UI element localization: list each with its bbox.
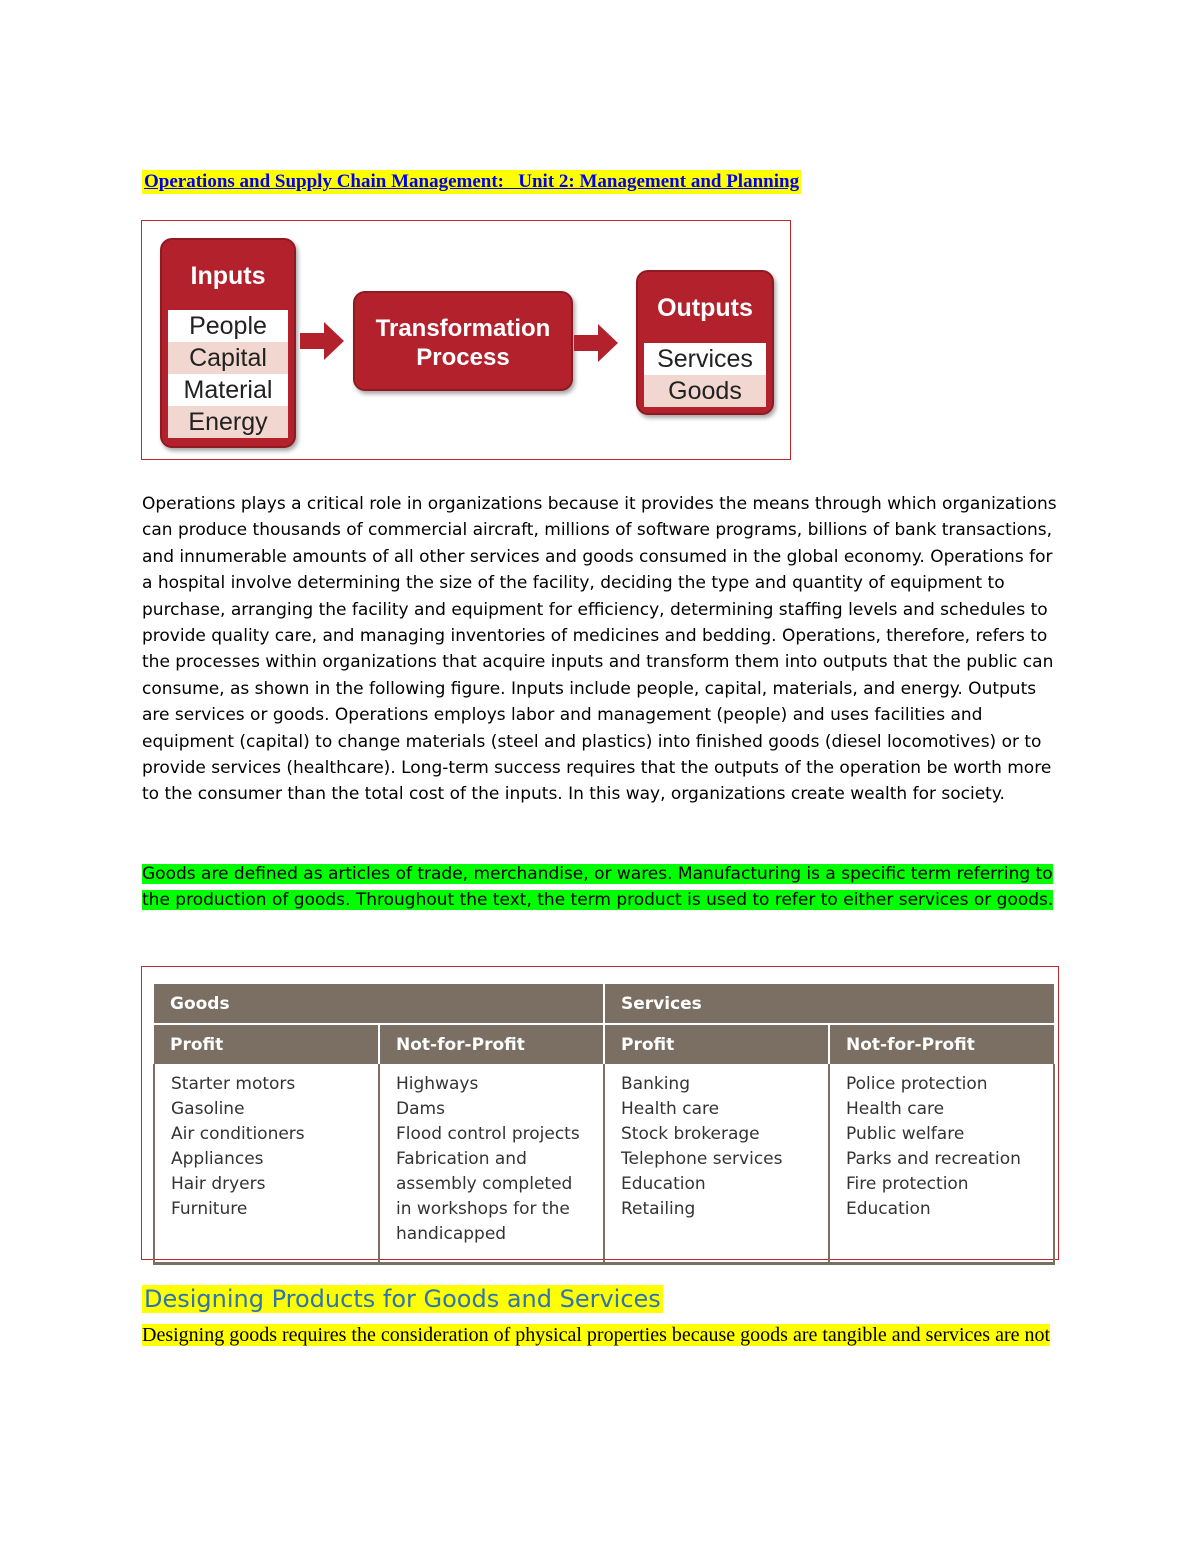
table-cell-services-profit xyxy=(604,1064,829,1264)
cell-item: Education xyxy=(621,1174,706,1194)
cell-item: Police protection xyxy=(846,1074,988,1094)
cell-item: Public welfare xyxy=(846,1124,965,1144)
cell-item: Flood control projects xyxy=(396,1124,580,1144)
column-header: Profit xyxy=(604,1024,829,1064)
goods-services-table xyxy=(153,984,1055,1265)
cell-item: Banking xyxy=(621,1074,690,1094)
output-item: Goods xyxy=(644,375,766,407)
document-title[interactable]: Operations and Supply Chain Management: Unit 2: Management and Planning xyxy=(144,171,800,192)
operations-paragraph: Operations plays a critical role in organizations because it provides the means through which organizations can produce thousands of commercial aircraft, millions of software programs, billions of bank transactions, and innumerable amounts of all other services and goods consumed in the global economy. Operations for a hospital involve determining the size of the facility, deciding the type and quantity of equipment to purchase, arranging the facility and equipment for efficiency, determining staffing levels and schedules to provide quality care, and managing inventories of medicines and bedding. Operations, therefore, refers to the processes within organizations that acquire inputs and transform them into outputs that the public can consume, as shown in the following figure. Inputs include people, capital, materials, and energy. Outputs are services or goods. Operations employs labor and management (people) and uses facilities and equipment (capital) to change materials (steel and plastics) into finished goods (diesel locomotives) or to provide services (healthcare). Long-term success requires that the outputs of the operation be worth more to the consumer than the total cost of the inputs. In this way, organizations create wealth for society. xyxy=(142,494,1057,805)
inputs-title: Inputs xyxy=(190,262,266,290)
input-item: People xyxy=(168,310,288,342)
group-header-services: Services xyxy=(604,984,1054,1024)
cell-item: handicapped xyxy=(396,1224,507,1244)
table-row xyxy=(154,1064,1054,1264)
section-paragraph xyxy=(142,1322,1072,1349)
cell-item: Education xyxy=(846,1199,931,1219)
input-item: Energy xyxy=(168,406,288,438)
cell-item: Retailing xyxy=(621,1199,696,1219)
outputs-box xyxy=(636,270,774,415)
section-heading: Designing Products for Goods and Services xyxy=(144,1285,661,1313)
highlighted-text: Goods are defined as articles of trade, merchandise, or wares. Manufacturing is a specific term referring to the production of goods. Throughout the text, the term product is used to refer to either services or goods. xyxy=(142,864,1054,911)
input-item: Capital xyxy=(168,342,288,374)
cell-item: Health care xyxy=(846,1099,945,1119)
arrow-right-icon xyxy=(324,322,344,360)
cell-item: Fabrication and xyxy=(396,1149,527,1169)
arrow-right-icon xyxy=(598,324,618,362)
highlighted-text: Designing goods requires the consideration of physical properties because goods are tangible and services are not xyxy=(142,1324,1051,1346)
cell-item: Dams xyxy=(396,1099,445,1119)
table-cell-goods-profit xyxy=(154,1064,379,1264)
cell-item: Appliances xyxy=(171,1149,264,1169)
cell-item: Fire protection xyxy=(846,1174,969,1194)
arrow-shaft-2 xyxy=(574,335,600,351)
column-header: Not-for-Profit xyxy=(829,1024,1054,1064)
cell-item: in workshops for the xyxy=(396,1199,570,1219)
cell-item: Stock brokerage xyxy=(621,1124,760,1144)
cell-item: Air conditioners xyxy=(171,1124,305,1144)
outputs-title: Outputs xyxy=(657,294,753,322)
input-output-diagram xyxy=(141,220,791,460)
transformation-label xyxy=(355,293,571,372)
cell-item: Parks and recreation xyxy=(846,1149,1021,1169)
arrow-shaft-1 xyxy=(300,333,326,349)
cell-item: Furniture xyxy=(171,1199,248,1219)
cell-item: Highways xyxy=(396,1074,479,1094)
inputs-list xyxy=(168,310,288,438)
column-header: Not-for-Profit xyxy=(379,1024,604,1064)
cell-item: Gasoline xyxy=(171,1099,245,1119)
table-cell-services-nonprofit xyxy=(829,1064,1054,1264)
transformation-box xyxy=(353,291,573,391)
cell-item: Telephone services xyxy=(621,1149,783,1169)
input-item: Material xyxy=(168,374,288,406)
cell-item: Hair dryers xyxy=(171,1174,266,1194)
table-cell-goods-nonprofit xyxy=(379,1064,604,1264)
goods-definition-paragraph xyxy=(142,861,1062,914)
transformation-line-2: Process xyxy=(416,344,510,371)
cell-item: Starter motors xyxy=(171,1074,296,1094)
table-group-row xyxy=(154,984,1054,1024)
cell-item: Health care xyxy=(621,1099,720,1119)
table-column-row xyxy=(154,1024,1054,1064)
cell-item: assembly completed xyxy=(396,1174,573,1194)
column-header: Profit xyxy=(154,1024,379,1064)
goods-services-table-frame xyxy=(141,966,1059,1260)
output-item: Services xyxy=(644,343,766,375)
transformation-line-1: Transformation xyxy=(375,315,551,342)
inputs-box xyxy=(160,238,296,448)
group-header-goods: Goods xyxy=(154,984,604,1024)
outputs-list xyxy=(644,343,766,407)
